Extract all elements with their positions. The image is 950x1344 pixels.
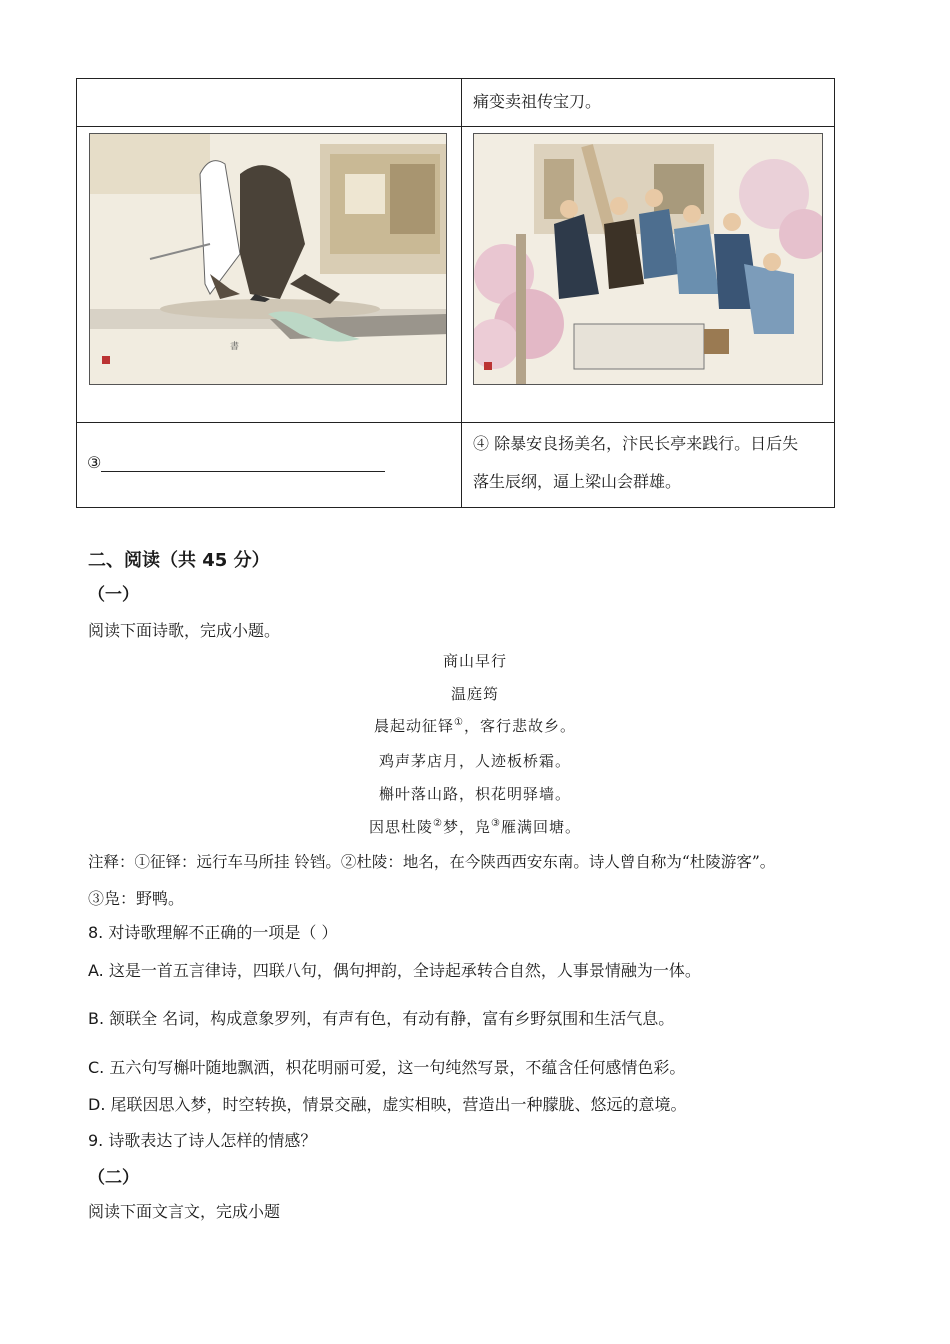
- wrestling-scene-illustration: [90, 134, 447, 385]
- story-table: [76, 78, 835, 508]
- market-scene-illustration: [474, 134, 823, 385]
- question-8-option-a[interactable]: A. 这是一首五言律诗，四联八句，偶句押韵，全诗起承转合自然，人事景情融为一体。: [88, 961, 701, 980]
- poem-line-1: [0, 715, 950, 736]
- cell-row1-right: 痛变卖祖传宝刀。: [473, 92, 602, 111]
- table-row-divider: [77, 422, 834, 423]
- poem-line-4-part: 雁满回塘。: [500, 818, 581, 836]
- question-8-option-d[interactable]: D. 尾联因思入梦，时空转换，情景交融，虚实相映，营造出一种朦胧、悠远的意境。: [88, 1095, 687, 1114]
- section-heading: 二、阅读（共 45 分）: [88, 550, 270, 571]
- cell-row3-right-line2: 落生辰纲，逼上梁山会群雄。: [473, 472, 682, 491]
- answer-blank-line[interactable]: [101, 447, 385, 472]
- poem-line-4: [0, 816, 950, 837]
- footnote-mark: ①: [454, 717, 464, 728]
- cell-row3-right-line1: ④ 除暴安良扬美名，汴民长亭来践行。日后失: [473, 434, 799, 453]
- table-column-divider: [461, 79, 462, 507]
- poem-line-4-part: 梦，凫: [442, 818, 491, 836]
- answer-number: ③: [87, 453, 102, 472]
- subsection-1: （一）: [88, 585, 139, 605]
- poem-line-1-part: ，客行悲故乡。: [463, 717, 576, 735]
- question-9-stem: 9. 诗歌表达了诗人怎样的情感？: [88, 1131, 317, 1150]
- notes-line-2: ③凫：野鸭。: [88, 889, 185, 908]
- instruction-2: 阅读下面文言文，完成小题: [88, 1202, 281, 1221]
- footnote-mark: ②: [433, 818, 443, 829]
- cell-row3-left: [87, 444, 385, 482]
- poem-line-2: 鸡声茅店月，人迹板桥霜。: [378, 752, 571, 770]
- question-8-option-c[interactable]: C. 五六句写槲叶随地飘洒，枳花明丽可爱，这一句纯然写景，不蕴含任何感情色彩。: [88, 1058, 686, 1077]
- poem-line-3: 槲叶落山路，枳花明驿墙。: [378, 785, 571, 803]
- painting-left-image: [89, 133, 447, 385]
- poem-line-1-part: 晨起动征铎: [374, 717, 455, 735]
- poem-title: 商山早行: [442, 652, 507, 670]
- subsection-2: （二）: [88, 1168, 139, 1188]
- table-row-divider: [77, 126, 834, 127]
- footnote-mark: ③: [491, 818, 501, 829]
- poem-line-4-part: 因思杜陵: [369, 818, 434, 836]
- painting-calligraphy: 書: [230, 342, 240, 352]
- notes-line-1: 注释：①征铎：远行车马所挂 铃铛。②杜陵：地名，在今陕西西安东南。诗人曾自称为“杜陵游客”。: [88, 853, 776, 871]
- question-8-option-b[interactable]: B. 颔联全 名词，构成意象罗列，有声有色，有动有静，富有乡野氛围和生活气息。: [88, 1009, 675, 1028]
- instruction-1: 阅读下面诗歌，完成小题。: [88, 621, 281, 640]
- painting-right-image: [473, 133, 823, 385]
- poem-author: 温庭筠: [450, 685, 499, 703]
- question-8-stem: 8. 对诗歌理解不正确的一项是（ ）: [88, 923, 338, 942]
